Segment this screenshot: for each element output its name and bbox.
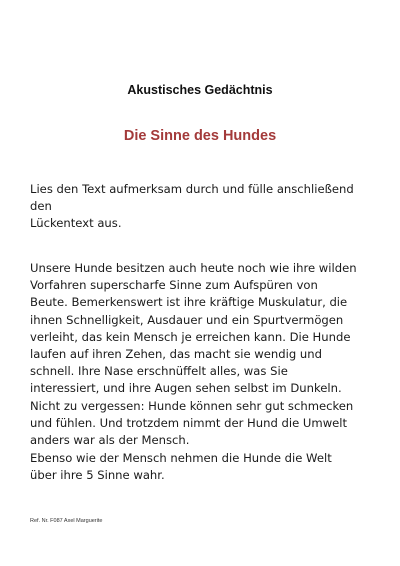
story-line: verleiht, das kein Mensch je erreichen kann. Die Hunde bbox=[30, 329, 351, 344]
closing-paragraph bbox=[30, 450, 375, 484]
reference-footer: Ref. Nr. F087 Axel Marguerite bbox=[30, 518, 103, 524]
story-line: Nicht zu vergessen: Hunde können sehr gut schmecken bbox=[30, 398, 354, 413]
document-title: Akustisches Gedächtnis bbox=[127, 83, 273, 97]
instruction-line: Lies den Text aufmerksam durch und fülle anschließend bbox=[30, 182, 354, 196]
story-line: Vorfahren superscharfe Sinne zum Aufspüren von bbox=[30, 278, 318, 293]
story-line: schnell. Ihre Nase erschnüffelt alles, was Sie bbox=[30, 364, 288, 379]
story-paragraph bbox=[30, 260, 375, 449]
story-line: ihnen Schnelligkeit, Ausdauer und ein Spurtvermögen bbox=[30, 312, 344, 327]
story-line: Beute. Bemerkenswert ist ihre kräftige Muskulatur, die bbox=[30, 295, 348, 310]
instruction-line: Lückentext aus. bbox=[30, 216, 122, 231]
document-subtitle: Die Sinne des Hundes bbox=[123, 128, 277, 144]
story-line: interessiert, und ihre Augen sehen selbst im Dunkeln. bbox=[30, 381, 342, 396]
story-line: und fühlen. Und trotzdem nimmt der Hund die Umwelt bbox=[30, 415, 348, 430]
closing-line: über ihre 5 Sinne wahr. bbox=[30, 468, 165, 483]
instruction-line: den bbox=[30, 199, 52, 214]
story-line: Unsere Hunde besitzen auch heute noch wie ihre wilden bbox=[30, 261, 357, 275]
closing-line: Ebenso wie der Mensch nehmen die Hunde die Welt bbox=[30, 451, 332, 465]
story-line: laufen auf ihren Zehen, das macht sie wendig und bbox=[30, 347, 322, 362]
instruction-paragraph bbox=[30, 181, 375, 233]
story-line: anders war als der Mensch. bbox=[30, 433, 190, 448]
